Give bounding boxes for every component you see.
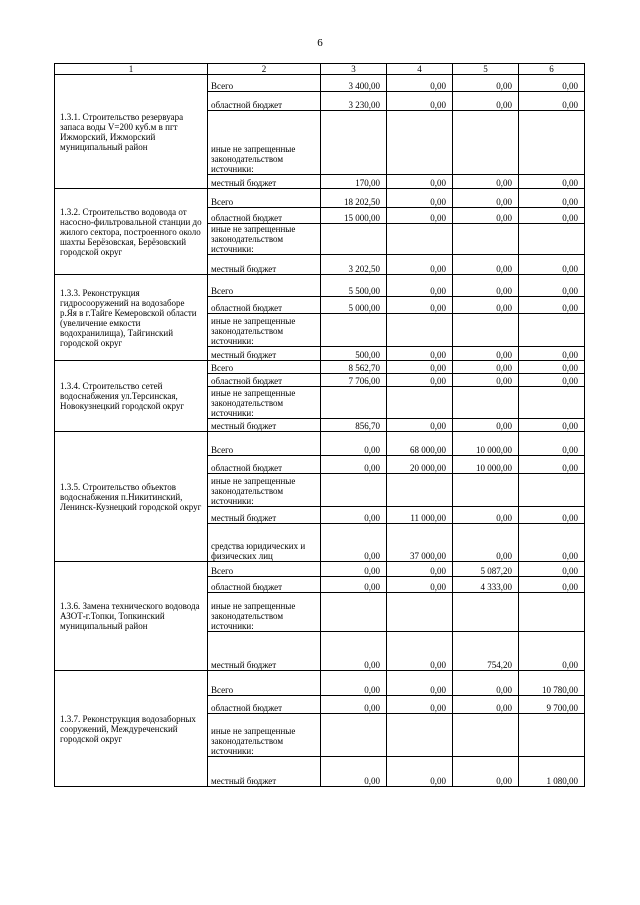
- funding-source: областной бюджет: [208, 696, 321, 714]
- amount-cell: 0,00: [387, 361, 453, 374]
- amount-cell: 0,00: [519, 92, 585, 111]
- measure-name: 1.3.2. Строительство водовода от насосно-фильтровальной станции до жилого сектора, построенного около шахты Берёзовская, Берёзовский городской округ: [55, 189, 208, 275]
- amount-cell: 0,00: [387, 577, 453, 593]
- funding-source: Всего: [208, 432, 321, 456]
- amount-cell: 0,00: [321, 632, 387, 671]
- amount-cell: 0,00: [519, 275, 585, 297]
- amount-cell: 0,00: [519, 632, 585, 671]
- amount-cell: 3 230,00: [321, 92, 387, 111]
- amount-cell: 0,00: [519, 456, 585, 474]
- amount-cell: 0,00: [387, 671, 453, 696]
- amount-cell: [387, 714, 453, 757]
- amount-cell: 0,00: [453, 419, 519, 432]
- amount-cell: 0,00: [387, 255, 453, 275]
- amount-cell: [453, 593, 519, 632]
- table-row: [55, 562, 585, 577]
- funding-source: местный бюджет: [208, 632, 321, 671]
- funding-source: Всего: [208, 189, 321, 208]
- measure-name: 1.3.7. Реконструкция водозаборных сооружений, Междуреченский городской округ: [55, 671, 208, 787]
- amount-cell: 9 700,00: [519, 696, 585, 714]
- column-header: 5: [453, 64, 519, 75]
- amount-cell: 0,00: [453, 507, 519, 524]
- amount-cell: 68 000,00: [387, 432, 453, 456]
- column-header: 2: [208, 64, 321, 75]
- amount-cell: [321, 593, 387, 632]
- funding-source: Всего: [208, 361, 321, 374]
- column-header: 6: [519, 64, 585, 75]
- amount-cell: 0,00: [321, 524, 387, 562]
- funding-source: местный бюджет: [208, 419, 321, 432]
- funding-source: областной бюджет: [208, 456, 321, 474]
- amount-cell: 0,00: [519, 432, 585, 456]
- table-row: [55, 275, 585, 297]
- amount-cell: 0,00: [519, 524, 585, 562]
- amount-cell: 0,00: [387, 632, 453, 671]
- column-header: 3: [321, 64, 387, 75]
- amount-cell: 0,00: [519, 208, 585, 224]
- measure-name: 1.3.6. Замена технического водовода АЗОТ-г.Топки, Топкинский муниципальный район: [55, 562, 208, 671]
- amount-cell: 0,00: [387, 696, 453, 714]
- amount-cell: [519, 224, 585, 255]
- amount-cell: 0,00: [453, 757, 519, 787]
- funding-source: Всего: [208, 562, 321, 577]
- amount-cell: 0,00: [453, 524, 519, 562]
- amount-cell: [321, 474, 387, 507]
- amount-cell: 0,00: [519, 175, 585, 189]
- amount-cell: 0,00: [453, 189, 519, 208]
- amount-cell: 0,00: [453, 671, 519, 696]
- funding-source: Всего: [208, 275, 321, 297]
- amount-cell: 0,00: [321, 757, 387, 787]
- amount-cell: 0,00: [387, 75, 453, 92]
- amount-cell: 0,00: [321, 507, 387, 524]
- amount-cell: 0,00: [387, 374, 453, 387]
- funding-source: иные не запрещенные законодательством источники:: [208, 314, 321, 347]
- amount-cell: [321, 314, 387, 347]
- amount-cell: 8 562,70: [321, 361, 387, 374]
- amount-cell: 10 000,00: [453, 432, 519, 456]
- amount-cell: 0,00: [453, 696, 519, 714]
- measure-name: 1.3.4. Строительство сетей водоснабжения ул.Терсинская, Новокузнецкий городской округ: [55, 361, 208, 432]
- amount-cell: [519, 714, 585, 757]
- column-header: 1: [55, 64, 208, 75]
- amount-cell: 10 000,00: [453, 456, 519, 474]
- amount-cell: 0,00: [453, 361, 519, 374]
- measure-name: 1.3.3. Реконструкция гидросооружений на водозаборе р.Яя в г.Тайге Кемеровской области (увеличение емкости водохранилища), Тайгинский городской округ: [55, 275, 208, 361]
- amount-cell: 0,00: [321, 456, 387, 474]
- amount-cell: 0,00: [453, 75, 519, 92]
- amount-cell: 0,00: [453, 297, 519, 314]
- amount-cell: 0,00: [453, 255, 519, 275]
- funding-source: местный бюджет: [208, 347, 321, 361]
- amount-cell: [453, 474, 519, 507]
- amount-cell: 1 080,00: [519, 757, 585, 787]
- amount-cell: 5 500,00: [321, 275, 387, 297]
- amount-cell: [387, 224, 453, 255]
- amount-cell: [453, 314, 519, 347]
- amount-cell: 0,00: [519, 361, 585, 374]
- funding-source: средства юридических и физических лиц: [208, 524, 321, 562]
- table-row: [55, 671, 585, 696]
- amount-cell: [519, 314, 585, 347]
- amount-cell: 0,00: [321, 432, 387, 456]
- table-row: [55, 75, 585, 92]
- funding-source: местный бюджет: [208, 175, 321, 189]
- amount-cell: 754,20: [453, 632, 519, 671]
- amount-cell: 0,00: [519, 189, 585, 208]
- amount-cell: 3 202,50: [321, 255, 387, 275]
- amount-cell: 37 000,00: [387, 524, 453, 562]
- amount-cell: [387, 111, 453, 175]
- amount-cell: 11 000,00: [387, 507, 453, 524]
- funding-source: иные не запрещенные законодательством источники:: [208, 474, 321, 507]
- table-row: [55, 432, 585, 456]
- amount-cell: 0,00: [453, 374, 519, 387]
- column-header: 4: [387, 64, 453, 75]
- funding-source: местный бюджет: [208, 757, 321, 787]
- amount-cell: [387, 593, 453, 632]
- funding-source: областной бюджет: [208, 92, 321, 111]
- amount-cell: 500,00: [321, 347, 387, 361]
- amount-cell: 7 706,00: [321, 374, 387, 387]
- table-body: [55, 75, 585, 787]
- amount-cell: 170,00: [321, 175, 387, 189]
- amount-cell: 0,00: [453, 275, 519, 297]
- amount-cell: 0,00: [519, 347, 585, 361]
- amount-cell: 0,00: [387, 757, 453, 787]
- budget-table: [54, 63, 585, 787]
- amount-cell: [519, 111, 585, 175]
- funding-source: местный бюджет: [208, 507, 321, 524]
- amount-cell: 0,00: [387, 347, 453, 361]
- funding-source: областной бюджет: [208, 577, 321, 593]
- amount-cell: 0,00: [387, 189, 453, 208]
- amount-cell: [519, 474, 585, 507]
- amount-cell: [453, 387, 519, 419]
- amount-cell: [321, 224, 387, 255]
- amount-cell: 0,00: [519, 297, 585, 314]
- funding-source: иные не запрещенные законодательством источники:: [208, 387, 321, 419]
- amount-cell: 0,00: [387, 175, 453, 189]
- amount-cell: 0,00: [519, 75, 585, 92]
- amount-cell: 18 202,50: [321, 189, 387, 208]
- amount-cell: [453, 224, 519, 255]
- amount-cell: 5 087,20: [453, 562, 519, 577]
- amount-cell: 0,00: [453, 175, 519, 189]
- amount-cell: 0,00: [387, 297, 453, 314]
- amount-cell: 0,00: [321, 671, 387, 696]
- amount-cell: 0,00: [387, 275, 453, 297]
- amount-cell: 0,00: [387, 92, 453, 111]
- amount-cell: 0,00: [387, 208, 453, 224]
- page-number: 6: [317, 37, 323, 49]
- amount-cell: 3 400,00: [321, 75, 387, 92]
- amount-cell: 0,00: [519, 577, 585, 593]
- funding-source: областной бюджет: [208, 374, 321, 387]
- funding-source: Всего: [208, 671, 321, 696]
- amount-cell: 20 000,00: [387, 456, 453, 474]
- amount-cell: 15 000,00: [321, 208, 387, 224]
- amount-cell: [321, 111, 387, 175]
- funding-source: иные не запрещенные законодательством источники:: [208, 224, 321, 255]
- amount-cell: [519, 593, 585, 632]
- amount-cell: 0,00: [321, 577, 387, 593]
- funding-source: иные не запрещенные законодательством источники:: [208, 111, 321, 175]
- funding-source: иные не запрещенные законодательством источники:: [208, 593, 321, 632]
- amount-cell: 0,00: [519, 562, 585, 577]
- amount-cell: 0,00: [321, 696, 387, 714]
- amount-cell: 10 780,00: [519, 671, 585, 696]
- table-row: [55, 361, 585, 374]
- amount-cell: 5 000,00: [321, 297, 387, 314]
- header-row: [55, 64, 585, 75]
- amount-cell: [519, 387, 585, 419]
- amount-cell: [387, 314, 453, 347]
- amount-cell: 0,00: [453, 208, 519, 224]
- amount-cell: 4 333,00: [453, 577, 519, 593]
- amount-cell: 0,00: [387, 562, 453, 577]
- amount-cell: 0,00: [519, 507, 585, 524]
- measure-name: 1.3.5. Строительство объектов водоснабжения п.Никитинский, Ленинск-Кузнецкий городской округ: [55, 432, 208, 562]
- amount-cell: 0,00: [519, 255, 585, 275]
- amount-cell: [453, 111, 519, 175]
- amount-cell: [321, 714, 387, 757]
- amount-cell: [387, 387, 453, 419]
- funding-source: областной бюджет: [208, 297, 321, 314]
- amount-cell: 0,00: [519, 419, 585, 432]
- amount-cell: [321, 387, 387, 419]
- amount-cell: [453, 714, 519, 757]
- amount-cell: [387, 474, 453, 507]
- amount-cell: 0,00: [519, 374, 585, 387]
- amount-cell: 0,00: [387, 419, 453, 432]
- funding-source: областной бюджет: [208, 208, 321, 224]
- funding-source: Всего: [208, 75, 321, 92]
- amount-cell: 856,70: [321, 419, 387, 432]
- amount-cell: 0,00: [453, 92, 519, 111]
- funding-source: местный бюджет: [208, 255, 321, 275]
- table-row: [55, 189, 585, 208]
- amount-cell: 0,00: [321, 562, 387, 577]
- amount-cell: 0,00: [453, 347, 519, 361]
- measure-name: 1.3.1. Строительство резервуара запаса воды V=200 куб.м в пгт Ижморский, Ижморский муниципальный район: [55, 75, 208, 189]
- funding-source: иные не запрещенные законодательством источники:: [208, 714, 321, 757]
